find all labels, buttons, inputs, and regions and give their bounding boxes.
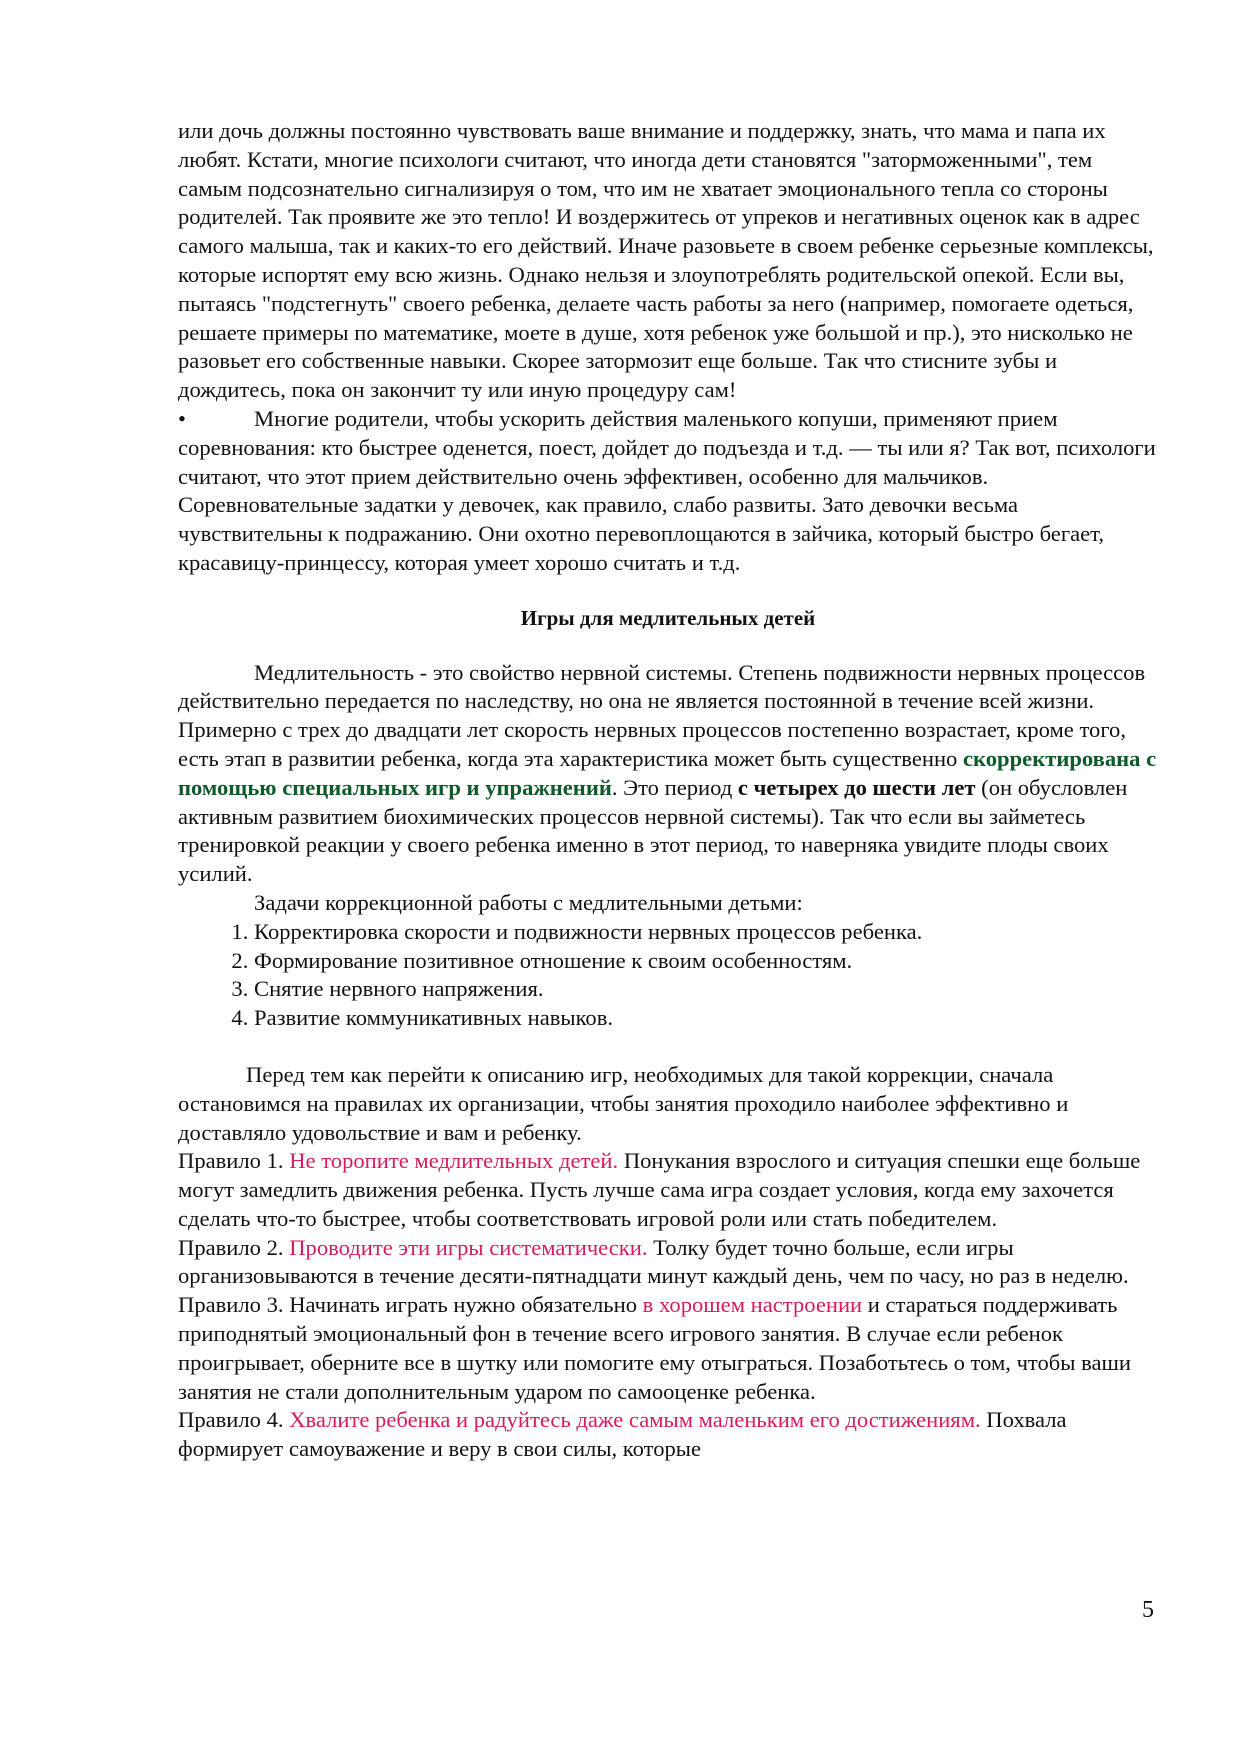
paragraph-2-text: Многие родители, чтобы ускорить действия маленького копуши, применяют прием соревнования: кто быстрее оденется, поест, дойдет до подъезда и т.д. — ты или я? Так вот, психологи считают, что этот прием действительно очень эффективен, особенно для мальчиков. Соревновательные задатки у девочек, как правило, слабо развиты. Зато девочки весьма чувствительны к подражанию. Они охотно перевоплощаются в зайчика, который быстро бегает, красавицу-принцессу, которая умеет хорошо считать и т.д.	[178, 405, 1156, 575]
bullet-marker: •	[178, 405, 186, 431]
list-item: 1. Корректировка скорости и подвижности нервных процессов ребенка.	[254, 918, 1158, 947]
rule-3-label: Правило 3. Начинать играть нужно обязательно	[178, 1292, 643, 1318]
list-item: 2. Формирование позитивное отношение к своим особенностям.	[254, 947, 1158, 976]
paragraph-2	[178, 405, 1158, 578]
rule-4	[178, 1406, 1158, 1464]
paragraph-4: Перед тем как перейти к описанию игр, необходимых для такой коррекции, сначала остановимся на правилах их организации, чтобы занятия проходило наиболее эффективно и доставляло удовольствие и вам и ребенку.	[178, 1061, 1069, 1145]
rule-2-text: Толку будет точно больше, если игры организовываются в течение десяти-пятнадцати минут каждый день, чем по часу, но раз в неделю.	[178, 1234, 1129, 1289]
document-page	[178, 117, 1158, 1464]
list-item: 4. Развитие коммуникативных навыков.	[254, 1004, 1158, 1033]
paragraph-3-part-b: . Это период	[611, 774, 738, 800]
rule-3-text: и стараться поддерживать приподнятый эмоциональный фон в течение всего игрового занятия. В случае если ребенок проигрывает, оберните все в шутку или помогите ему отыграться. Позаботьтесь о том, чтобы ваши занятия не стали дополнительным ударом по самооценке ребенка.	[178, 1292, 1132, 1404]
rule-2-label: Правило 2.	[178, 1234, 290, 1260]
rule-3	[178, 1291, 1158, 1406]
highlight-green: скорректирована с помощью специальных игр и упражнений	[178, 745, 1157, 800]
rule-1-text: Понукания взрослого и ситуация спешки еще больше могут замедлить движения ребенка. Пусть лучше сама игра создает условия, когда ему захочется сделать что-то быстрее, чтобы соответствовать игровой роли или стать победителем.	[178, 1148, 1141, 1231]
paragraph-3-part-a: Медлительность - это свойство нервной системы. Степень подвижности нервных процессов действительно передается по наследству, но она не является постоянной в течение всей жизни. Примерно с трех до двадцати лет скорость нервных процессов постепенно возрастает, кроме того, есть этап в развитии ребенка, когда эта характеристика может быть существенно	[178, 659, 1146, 771]
paragraph-3-part-c: (он обусловлен активным развитием биохимических процессов нервной системы). Так что если вы займетесь тренировкой реакции у своего ребенка именно в этот период, то наверняка увидите плоды своих усилий.	[178, 774, 1128, 887]
rule-4-highlight: Хвалите ребенка и радуйтесь даже самым маленьким его достижениям.	[289, 1407, 981, 1433]
rule-4-label: Правило 4.	[178, 1407, 290, 1433]
rule-3-highlight: в хорошем настроении	[642, 1292, 863, 1318]
rule-2-highlight: Проводите эти игры систематически.	[289, 1234, 648, 1260]
rule-1	[178, 1147, 1158, 1233]
paragraph-1: или дочь должны постоянно чувствовать ваше внимание и поддержку, знать, что мама и папа их любят. Кстати, многие психологи считают, что иногда дети становятся "заторможенными", тем самым подсознательно сигнализируя о том, что им не хватает эмоционального тепла со стороны родителей. Так проявите же это тепло! И воздержитесь от упреков и негативных оценок как в адрес самого малыша, так и каких-то его действий. Иначе разовьете в своем ребенке серьезные комплексы, которые испортят ему всю жизнь. Однако нельзя и злоупотреблять родительской опекой. Если вы, пытаясь "подстегнуть" своего ребенка, делаете часть работы за него (например, помогаете одеться, решаете примеры по математике, моете в душе, хотя ребенок уже большой и пр.), это нисколько не разовьет его собственные навыки. Скорее затормозит еще больше. Так что стисните зубы и дождитесь, пока он закончит ту или иную процедуру сам!	[178, 118, 1154, 403]
list-item: 3. Снятие нервного напряжения.	[254, 975, 1158, 1004]
rule-1-highlight: Не торопите медлительных детей.	[289, 1148, 619, 1174]
rule-4-text: Похвала формирует самоуважение и веру в свои силы, которые	[178, 1407, 1067, 1462]
page-number: 5	[1142, 1597, 1154, 1623]
tasks-intro: Задачи коррекционной работы с медлительными детьми:	[254, 889, 803, 915]
tasks-list	[178, 918, 1158, 1033]
paragraph-3	[178, 659, 1158, 889]
spacer	[178, 1033, 1158, 1061]
rule-2	[178, 1234, 1158, 1292]
rule-1-label: Правило 1.	[178, 1148, 290, 1174]
section-heading: Игры для медлительных детей	[520, 605, 816, 630]
highlight-bold: с четырех до шести лет	[737, 774, 976, 800]
